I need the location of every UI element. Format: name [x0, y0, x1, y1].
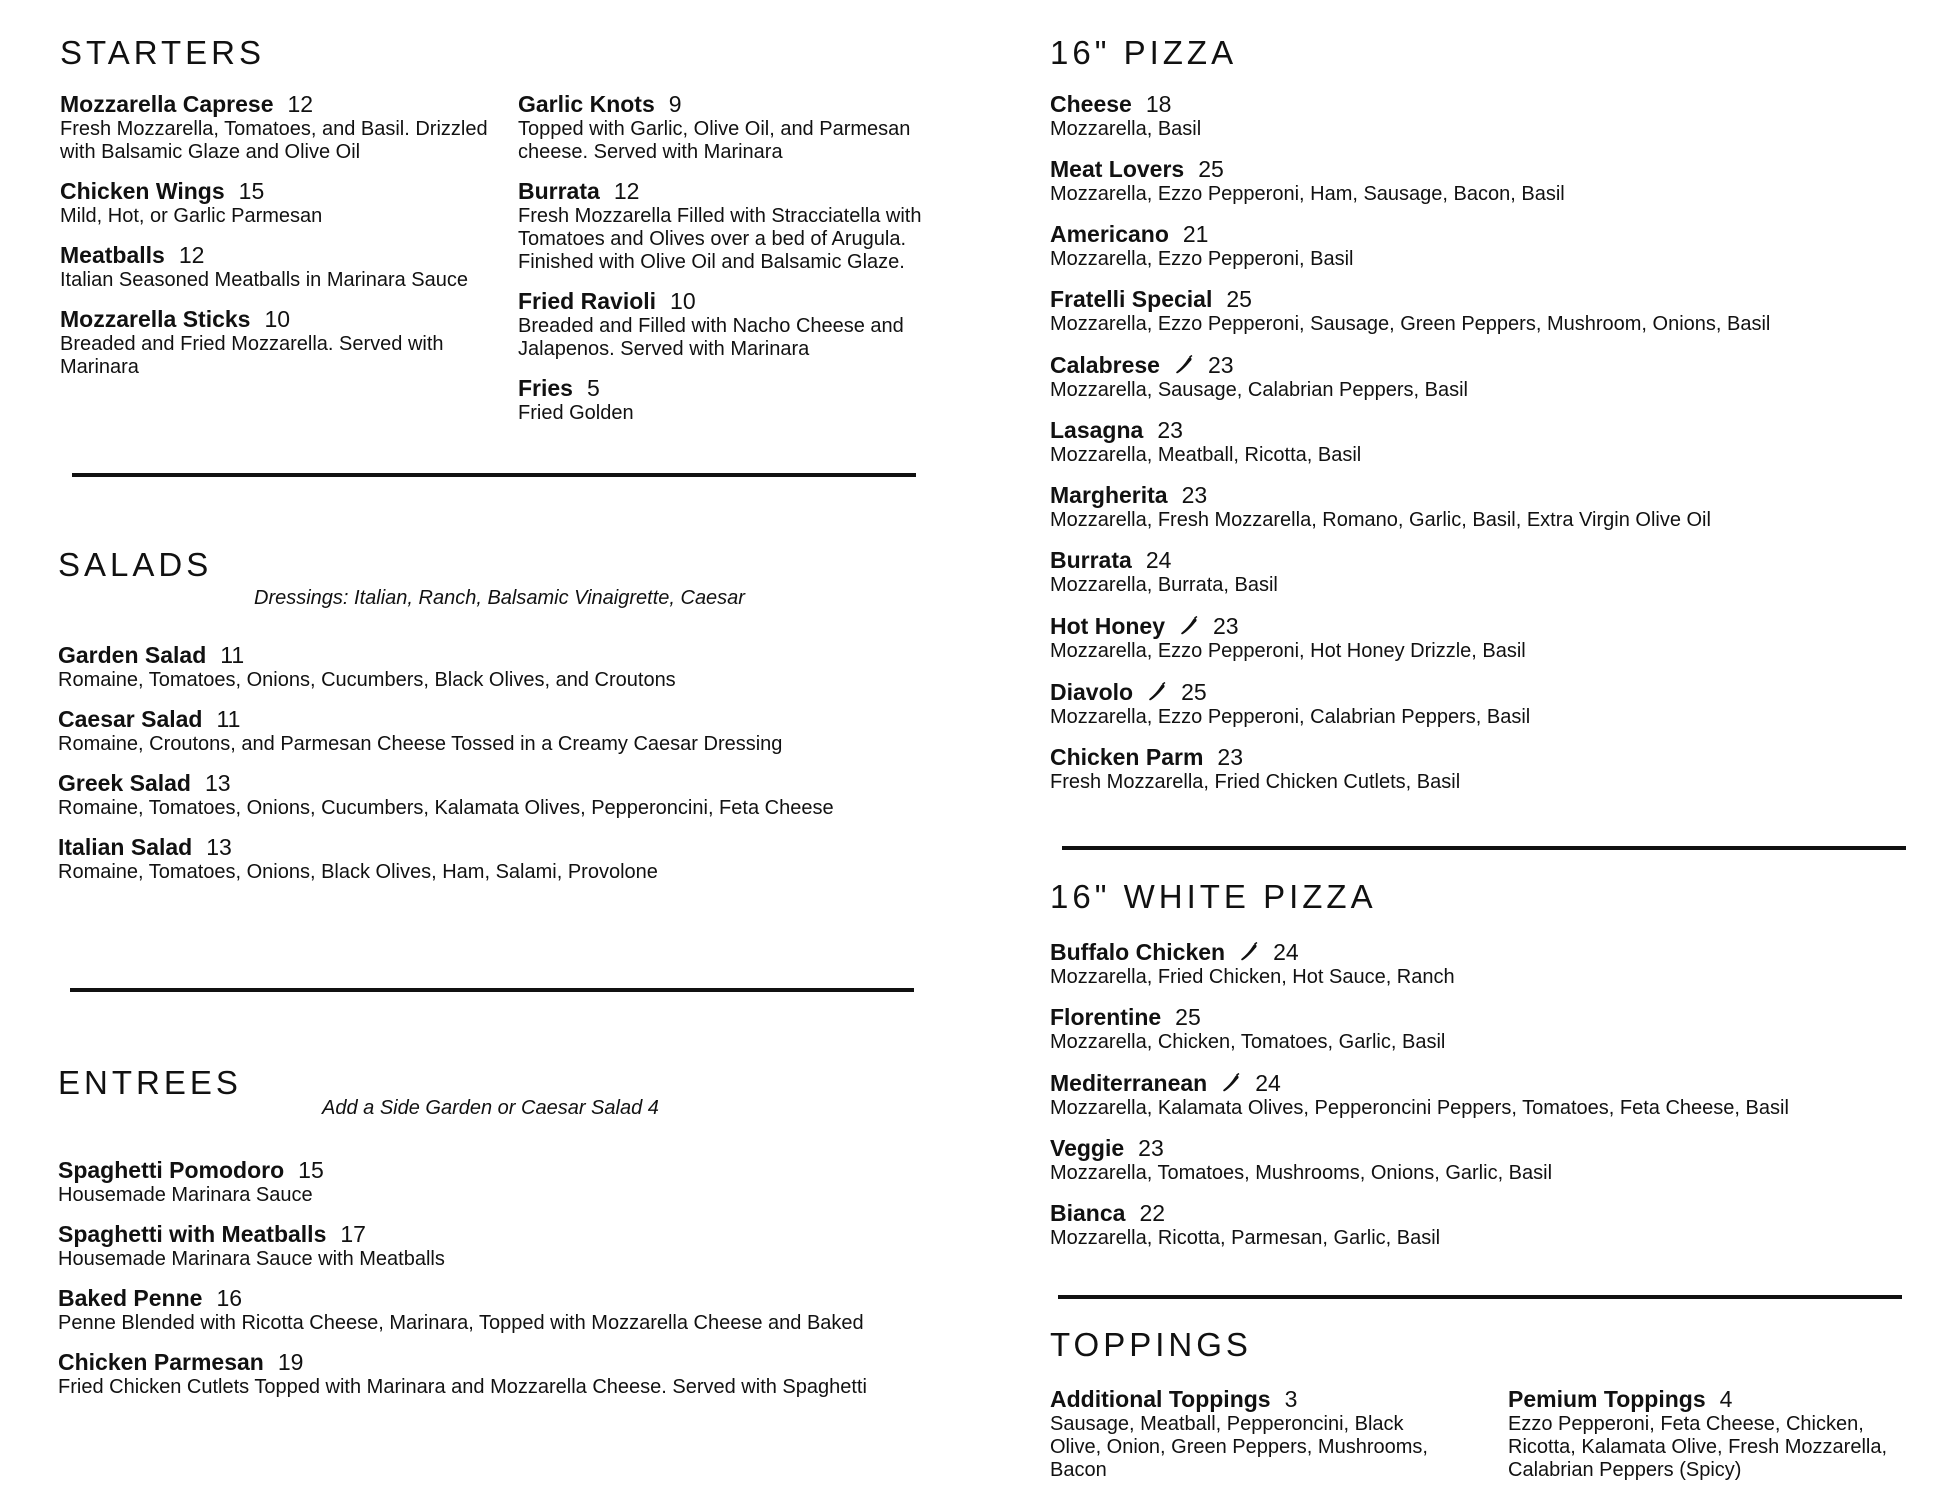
- item-description: Romaine, Croutons, and Parmesan Cheese Tossed in a Creamy Caesar Dressing: [58, 733, 783, 755]
- item-description: Mozzarella, Fried Chicken, Hot Sauce, Ranch: [1050, 966, 1455, 988]
- menu-item: [58, 771, 938, 820]
- item-price: 5: [586, 375, 600, 401]
- side-salad-note: Add a Side Garden or Caesar Salad 4: [322, 1097, 659, 1119]
- item-price: 10: [670, 288, 696, 314]
- item-name: Chicken Wings: [60, 178, 225, 204]
- item-name: Additional Toppings: [1050, 1386, 1271, 1412]
- item-description: Fried Golden: [518, 402, 634, 424]
- item-name: Hot Honey: [1050, 613, 1165, 639]
- item-name: Veggie: [1050, 1135, 1125, 1161]
- item-description: Romaine, Tomatoes, Onions, Cucumbers, Black Olives, and Croutons: [58, 669, 676, 691]
- menu-item: [1050, 287, 1930, 336]
- item-name: Lasagna: [1050, 417, 1144, 443]
- item-name: Mozzarella Caprese: [60, 91, 274, 117]
- item-name: Fratelli Special: [1050, 286, 1213, 312]
- item-description: Mild, Hot, or Garlic Parmesan: [60, 205, 323, 227]
- item-name: Spaghetti with Meatballs: [58, 1221, 327, 1247]
- section-title-salads: SALADS: [58, 546, 213, 583]
- item-description: Mozzarella, Sausage, Calabrian Peppers, Basil: [1050, 379, 1468, 401]
- item-description: Fresh Mozzarella Filled with Stracciatella with Tomatoes and Olives over a bed of Arugula. Finished with Olive Oil and Balsamic Glaze.: [518, 205, 922, 273]
- item-name: Calabrese: [1050, 352, 1160, 378]
- item-description: Mozzarella, Ezzo Pepperoni, Calabrian Peppers, Basil: [1050, 706, 1531, 728]
- item-name: Margherita: [1050, 482, 1168, 508]
- item-name: Mozzarella Sticks: [60, 306, 251, 332]
- chili-pepper-icon: [1179, 616, 1199, 636]
- item-price: 21: [1182, 221, 1209, 247]
- item-name: Florentine: [1050, 1004, 1162, 1030]
- item-name: Meatballs: [60, 242, 165, 268]
- item-price: 10: [264, 306, 291, 332]
- item-price: 15: [238, 178, 265, 204]
- menu-item: [518, 289, 938, 361]
- item-description: Mozzarella, Fresh Mozzarella, Romano, Garlic, Basil, Extra Virgin Olive Oil: [1050, 509, 1711, 531]
- section-divider: [1062, 846, 1906, 850]
- item-name: Garlic Knots: [518, 91, 655, 117]
- item-price: 25: [1175, 1004, 1201, 1030]
- menu-item: [1050, 92, 1930, 141]
- section-divider: [1058, 1295, 1902, 1299]
- menu-item: [1050, 157, 1930, 206]
- item-description: Housemade Marinara Sauce: [58, 1184, 313, 1206]
- item-description: Mozzarella, Kalamata Olives, Pepperoncini Peppers, Tomatoes, Feta Cheese, Basil: [1050, 1097, 1789, 1119]
- item-description: Italian Seasoned Meatballs in Marinara Sauce: [60, 269, 469, 291]
- item-name: Fried Ravioli: [518, 288, 657, 314]
- chili-pepper-icon: [1221, 1073, 1241, 1093]
- menu-item: [1050, 1136, 1930, 1185]
- item-price: 11: [220, 642, 245, 668]
- menu-item: [1050, 222, 1930, 271]
- item-name: Chicken Parm: [1050, 744, 1204, 770]
- section-title-entrees: ENTREES: [58, 1064, 242, 1101]
- item-name: Burrata: [518, 178, 600, 204]
- menu-item: [1050, 1005, 1930, 1054]
- item-description: Mozzarella, Basil: [1050, 118, 1202, 140]
- item-name: Greek Salad: [58, 770, 191, 796]
- menu-item: [60, 179, 500, 228]
- menu-item: [1050, 1071, 1930, 1120]
- item-description: Romaine, Tomatoes, Onions, Black Olives, Ham, Salami, Provolone: [58, 861, 658, 883]
- item-price: 12: [287, 91, 314, 117]
- item-description: Fried Chicken Cutlets Topped with Marinara and Mozzarella Cheese. Served with Spaghetti: [58, 1376, 867, 1398]
- item-description: Mozzarella, Ezzo Pepperoni, Ham, Sausage, Bacon, Basil: [1050, 183, 1565, 205]
- menu-item: [1050, 1387, 1450, 1482]
- item-price: 23: [1181, 482, 1208, 508]
- item-name: Garden Salad: [58, 642, 207, 668]
- menu-item: [518, 92, 938, 164]
- item-description: Mozzarella, Ezzo Pepperoni, Sausage, Green Peppers, Mushroom, Onions, Basil: [1050, 313, 1771, 335]
- item-price: 11: [216, 706, 241, 732]
- item-description: Mozzarella, Burrata, Basil: [1050, 574, 1278, 596]
- item-description: Fresh Mozzarella, Tomatoes, and Basil. Drizzled with Balsamic Glaze and Olive Oil: [60, 118, 488, 163]
- menu-item: [1050, 418, 1930, 467]
- menu-item: [1050, 483, 1930, 532]
- item-price: 18: [1145, 91, 1172, 117]
- menu-item: [1050, 680, 1930, 729]
- menu-item: [1050, 940, 1930, 989]
- item-description: Fresh Mozzarella, Fried Chicken Cutlets, Basil: [1050, 771, 1461, 793]
- item-price: 23: [1213, 613, 1239, 639]
- section-title-toppings: TOPPINGS: [1050, 1326, 1252, 1363]
- item-price: 24: [1145, 547, 1172, 573]
- item-name: Caesar Salad: [58, 706, 203, 732]
- menu-item: [1508, 1387, 1908, 1482]
- menu-item: [58, 835, 938, 884]
- item-price: 17: [340, 1221, 366, 1247]
- section-divider: [70, 988, 914, 992]
- item-price: 25: [1198, 156, 1224, 182]
- item-name: Mediterranean: [1050, 1070, 1208, 1096]
- item-price: 15: [298, 1157, 324, 1183]
- menu-item: [1050, 614, 1930, 663]
- item-price: 19: [277, 1349, 304, 1375]
- item-description: Romaine, Tomatoes, Onions, Cucumbers, Kalamata Olives, Pepperoncini, Feta Cheese: [58, 797, 834, 819]
- menu-item: [518, 179, 938, 274]
- item-description: Mozzarella, Tomatoes, Mushrooms, Onions, Garlic, Basil: [1050, 1162, 1553, 1184]
- item-description: Mozzarella, Ezzo Pepperoni, Hot Honey Drizzle, Basil: [1050, 640, 1526, 662]
- menu-item: [60, 307, 460, 379]
- item-name: Buffalo Chicken: [1050, 939, 1226, 965]
- item-price: 23: [1157, 417, 1183, 443]
- item-name: Burrata: [1050, 547, 1132, 573]
- item-description: Housemade Marinara Sauce with Meatballs: [58, 1248, 445, 1270]
- item-name: Diavolo: [1050, 679, 1134, 705]
- item-price: 16: [216, 1285, 243, 1311]
- item-price: 24: [1273, 939, 1299, 965]
- item-description: Mozzarella, Ricotta, Parmesan, Garlic, Basil: [1050, 1227, 1441, 1249]
- item-price: 9: [668, 91, 682, 117]
- item-price: 3: [1284, 1386, 1298, 1412]
- item-name: Pemium Toppings: [1508, 1386, 1706, 1412]
- item-price: 23: [1217, 744, 1243, 770]
- menu-item: [58, 643, 938, 692]
- item-price: 4: [1719, 1386, 1733, 1412]
- section-title-white-pizza: 16" WHITE PIZZA: [1050, 878, 1377, 915]
- item-name: Chicken Parmesan: [58, 1349, 264, 1375]
- item-description: Mozzarella, Chicken, Tomatoes, Garlic, Basil: [1050, 1031, 1446, 1053]
- dressings-note: Dressings: Italian, Ranch, Balsamic Vinaigrette, Caesar: [254, 587, 745, 609]
- item-name: Cheese: [1050, 91, 1132, 117]
- section-divider: [72, 473, 916, 477]
- menu-item: [58, 1350, 958, 1399]
- item-price: 25: [1226, 286, 1252, 312]
- item-name: Fries: [518, 375, 573, 401]
- item-name: Italian Salad: [58, 834, 193, 860]
- item-name: Bianca: [1050, 1200, 1126, 1226]
- menu-item: [58, 707, 938, 756]
- menu-item: [1050, 745, 1930, 794]
- item-description: Sausage, Meatball, Pepperoncini, Black Olive, Onion, Green Peppers, Mushrooms, Bacon: [1050, 1413, 1428, 1481]
- item-price: 12: [178, 242, 205, 268]
- item-description: Ezzo Pepperoni, Feta Cheese, Chicken, Ricotta, Kalamata Olive, Fresh Mozzarella, Calabrian Peppers (Spicy): [1508, 1413, 1888, 1481]
- section-title-pizza: 16" PIZZA: [1050, 34, 1238, 71]
- item-price: 13: [204, 770, 231, 796]
- item-description: Breaded and Fried Mozzarella. Served with Marinara: [60, 333, 444, 378]
- menu-item: [60, 243, 500, 292]
- item-name: Spaghetti Pomodoro: [58, 1157, 285, 1183]
- item-name: Baked Penne: [58, 1285, 203, 1311]
- menu-item: [1050, 548, 1930, 597]
- menu-item: [58, 1222, 958, 1271]
- item-description: Penne Blended with Ricotta Cheese, Marinara, Topped with Mozzarella Cheese and Baked: [58, 1312, 864, 1334]
- item-name: Americano: [1050, 221, 1169, 247]
- chili-pepper-icon: [1239, 942, 1259, 962]
- item-price: 25: [1181, 679, 1207, 705]
- chili-pepper-icon: [1174, 355, 1194, 375]
- item-price: 23: [1207, 352, 1234, 378]
- menu-item: [58, 1158, 958, 1207]
- item-price: 24: [1255, 1070, 1281, 1096]
- item-price: 23: [1138, 1135, 1164, 1161]
- item-description: Breaded and Filled with Nacho Cheese and Jalapenos. Served with Marinara: [518, 315, 904, 360]
- item-description: Mozzarella, Ezzo Pepperoni, Basil: [1050, 248, 1354, 270]
- chili-pepper-icon: [1147, 682, 1167, 702]
- item-price: 13: [206, 834, 232, 860]
- item-price: 22: [1139, 1200, 1166, 1226]
- item-description: Mozzarella, Meatball, Ricotta, Basil: [1050, 444, 1362, 466]
- section-title-starters: STARTERS: [60, 34, 265, 71]
- item-price: 12: [613, 178, 640, 204]
- menu-item: [518, 376, 938, 425]
- item-name: Meat Lovers: [1050, 156, 1185, 182]
- menu-item: [60, 92, 500, 164]
- menu-item: [1050, 353, 1930, 402]
- item-description: Topped with Garlic, Olive Oil, and Parmesan cheese. Served with Marinara: [518, 118, 911, 163]
- menu-item: [1050, 1201, 1930, 1250]
- menu-item: [58, 1286, 958, 1335]
